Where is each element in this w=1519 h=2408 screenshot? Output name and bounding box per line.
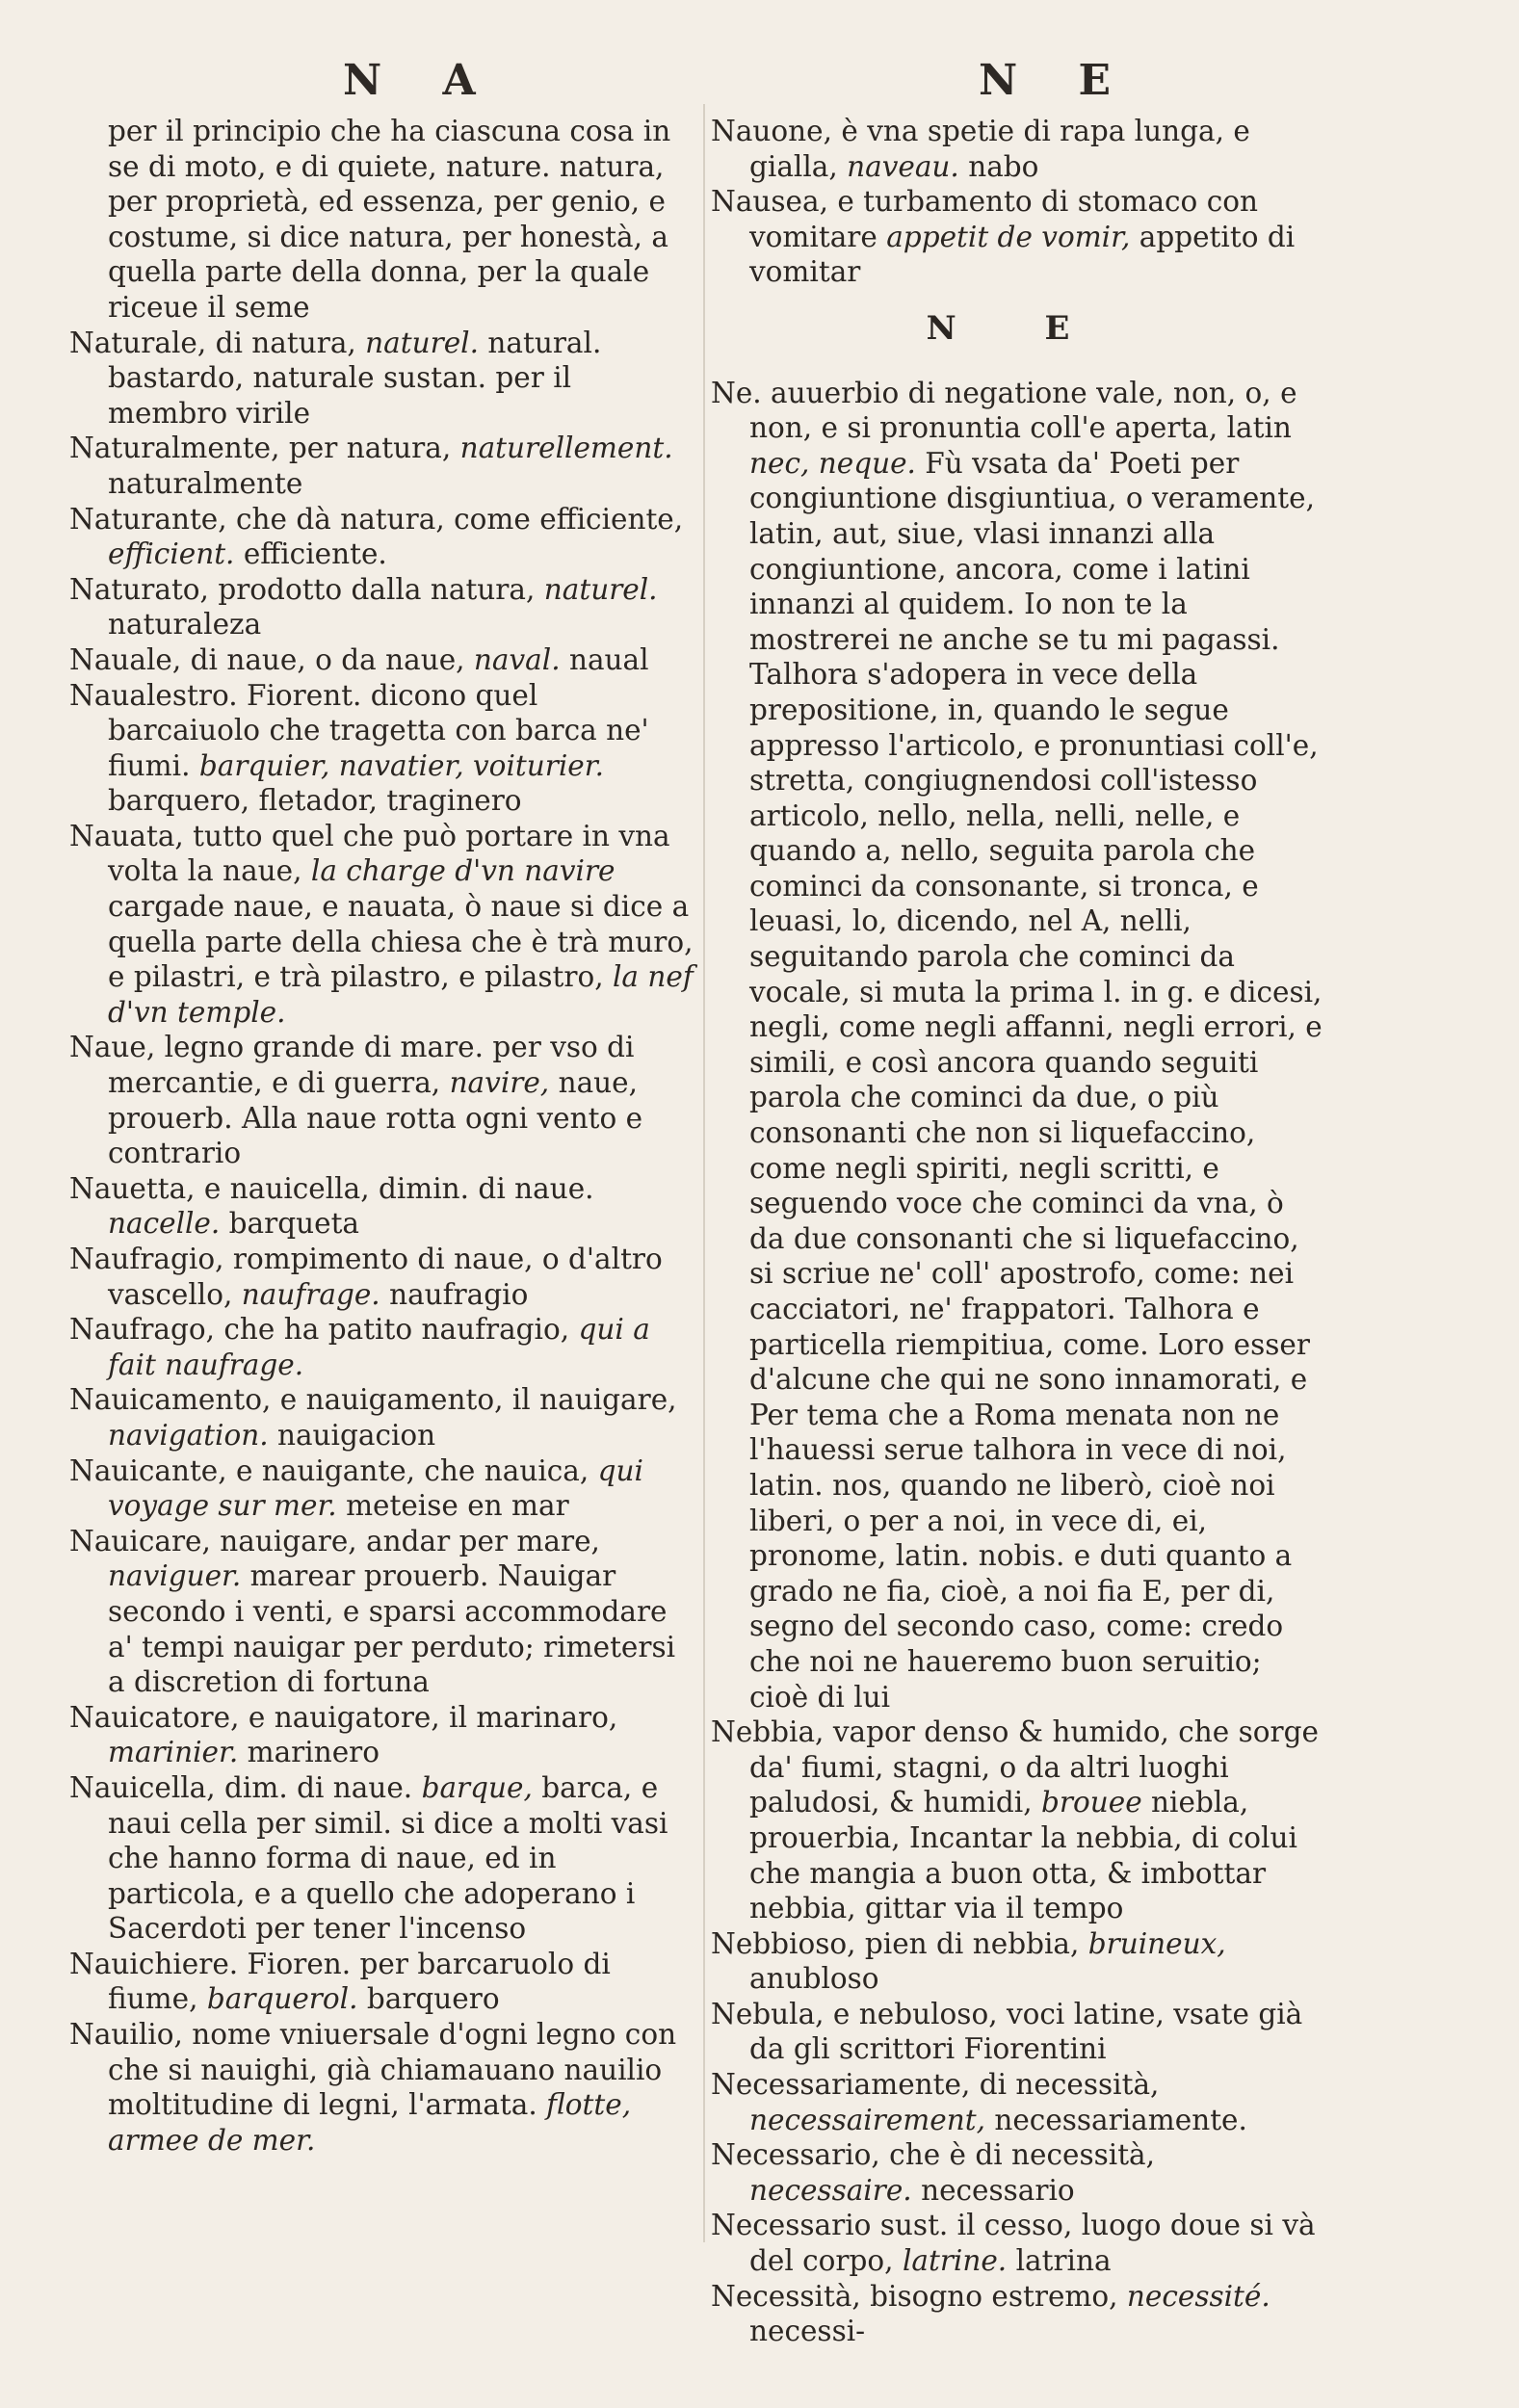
entry-rest: barqueta — [220, 1207, 360, 1241]
dictionary-entry — [69, 572, 697, 642]
french-equivalent: necessité. — [1126, 2279, 1270, 2313]
entry-rest: naturaleza — [108, 608, 262, 641]
right-column-entries — [711, 376, 1323, 2349]
dictionary-entry — [69, 1382, 697, 1453]
entry-text: Nauicatore, e nauigatore, il marinaro, — [69, 1700, 618, 1734]
entry-text: Ne. auuerbio di negatione vale, non, o, e non, e si pronuntia coll'e aperta, latin — [711, 376, 1297, 445]
entry-text: Naue, legno grande di mare. per vso di mercantie, e di guerra, — [69, 1031, 635, 1100]
entry-text: Naturante, che dà natura, come efficiente, — [69, 502, 684, 536]
entry-rest: naufragio — [380, 1277, 529, 1311]
french-equivalent: naturel. — [365, 326, 479, 359]
entry-text: Naturalmente, per natura, — [69, 432, 460, 465]
dictionary-entry — [69, 1030, 697, 1170]
right-column — [711, 114, 1323, 2349]
entry-rest: natural. bastardo, naturale sustan. per il membro virile — [108, 326, 602, 430]
french-equivalent: necessairement, — [749, 2103, 985, 2136]
left-column — [69, 114, 697, 2158]
column-divider — [703, 104, 705, 2242]
entry-rest: nabo — [958, 149, 1039, 183]
entry-rest: Fù vsata da' Poeti per congiuntione disgiuntiua, o veramente, latin, aut, siue, vlasi innanzi alla congiuntione, ancora, come i latini innanzi al quidem. Io non te la mostrerei ne anche se tu mi pagassi. Talhora s'adopera in vece della prepositione, in, quando le segue appresso l'articolo, e pronuntiasi coll'e, stretta, congiugnendosi coll'istesso articolo, nello, nella, nelli, nelle, e quando a, nello, seguita parola che cominci da consonante, si tronca, e leuasi, lo, dicendo, nel A, nelli, seguitando parola che cominci da vocale, si muta la prima l. in g. e dicesi, negli, come negli affanni, negli errori, e simili, e così ancora quando seguiti parola che cominci da due, o più consonanti che non si liquefaccino, come negli spiriti, negli scritti, e seguendo voce che cominci da vna, ò da due consonanti che si liquefaccino, si scriue ne' coll' apostrofo, come: nei cacciatori, ne' frappatori. Talhora e particella riempitiua, come. Loro esser d'alcune che qui ne sono innamorati, e Per tema che a Roma menata non ne l'hauessi serue talhora in vece di noi, latin. nos, quando ne liberò, cioè noi liberi, o per a noi, in vece di, ei, pronome, latin. nobis. e duti quanto a grado ne fia, cioè, a noi fia E, per di, segno del secondo caso, come: credo che noi ne haueremo buon seruitio; cioè di lui — [749, 446, 1323, 1714]
dictionary-entry — [69, 114, 697, 326]
entry-rest: niebla, prouerbia, Incantar la nebbia, di colui che mangia a buon otta, & imbottar nebbia, gittar via il tempo — [749, 1786, 1297, 1925]
dictionary-entry — [69, 1947, 697, 2017]
dictionary-entry — [69, 326, 697, 432]
entry-text: Nauicare, nauigare, andar per mare, — [69, 1524, 600, 1557]
dictionary-entry — [69, 431, 697, 501]
entry-rest: appetito di vomitar — [749, 220, 1296, 289]
entry-text: Naufragio, rompimento di naue, o d'altro vascello, — [69, 1243, 663, 1311]
entry-text: Nauetta, e nauicella, dimin. di naue. — [69, 1171, 594, 1205]
french-equivalent: naveau. — [847, 149, 959, 183]
right-column-top-entries — [711, 114, 1323, 290]
entry-text: Nauichiere. Fioren. per barcaruolo di fiume, — [69, 1947, 611, 2016]
entry-text: Naualestro. Fiorent. dicono quel barcaiuolo che tragetta con barca ne' fiumi. — [69, 678, 649, 782]
french-equivalent: bruineux, — [1087, 1926, 1226, 1960]
entry-text: Nebula, e nebuloso, voci latine, vsate già da gli scrittori Fiorentini — [711, 1997, 1303, 2066]
french-equivalent: necessaire. — [749, 2173, 912, 2207]
dictionary-entry — [711, 2208, 1323, 2278]
dictionary-entry — [711, 2137, 1323, 2208]
right-running-header: N E — [979, 56, 1135, 105]
dictionary-entry — [69, 1524, 697, 1700]
entry-rest: marear prouerb. Nauigar secondo i venti, e sparsi accommodare a' tempi nauigar per perduto; rimetersi a discretion di fortuna — [108, 1559, 676, 1699]
entry-text: Nauale, di naue, o da naue, — [69, 642, 474, 676]
dictionary-entry — [711, 1714, 1323, 1926]
entry-rest: barquero, fletador, traginero — [108, 784, 522, 818]
section-heading: N E — [926, 308, 1109, 348]
left-running-header: N A — [343, 56, 499, 105]
french-equivalent: nacelle. — [108, 1207, 221, 1241]
dictionary-entry — [711, 2067, 1323, 2137]
french-equivalent: latrine. — [902, 2244, 1008, 2278]
french-equivalent: navire, — [449, 1066, 550, 1100]
french-equivalent: nature. — [446, 149, 551, 183]
entry-text: Nauicante, e nauigante, che nauica, — [69, 1453, 598, 1487]
french-equivalent: brouee — [1041, 1786, 1142, 1819]
french-equivalent: qui a fait naufrage. — [108, 1313, 650, 1381]
entry-text: Nauone, è vna spetie di rapa lunga, e gialla, — [711, 115, 1250, 183]
entry-text: Necessità, bisogno estremo, — [711, 2279, 1127, 2313]
entry-text: Nauicamento, e nauigamento, il nauigare, — [69, 1383, 677, 1417]
entry-rest: necessario — [911, 2173, 1075, 2207]
dictionary-entry — [69, 1453, 697, 1524]
entry-rest: anubloso — [749, 1962, 879, 1996]
french-equivalent: navigation. — [108, 1418, 269, 1452]
entry-rest: meteise en mar — [336, 1489, 569, 1523]
entry-text: per il principio che ha ciascuna cosa in se di moto, e di quiete, — [108, 115, 671, 183]
french-equivalent: naturel. — [543, 572, 658, 606]
dictionary-entry — [69, 1770, 697, 1947]
entry-text: Nauilio, nome vniuersale d'ogni legno con che si nauighi, già chiamauano nauilio moltitudine di legni, l'armata. — [69, 2018, 677, 2122]
entry-rest: nauigacion — [268, 1418, 436, 1452]
entry-text: Naufrago, che ha patito naufragio, — [69, 1313, 579, 1347]
entry-rest: necessariamente. — [984, 2103, 1247, 2136]
french-equivalent: nec, neque. — [749, 446, 916, 480]
entry-rest: barca, e naui cella per simil. si dice a molti vasi che hanno forma di naue, ed in particola, e a quello che adoperano i Sacerdoti per tener l'incenso — [108, 1770, 668, 1946]
entry-text: Nebbia, vapor denso & humido, che sorge da' fiumi, stagni, o da altri luoghi paludosi, & humidi, — [711, 1715, 1319, 1819]
dictionary-entry — [69, 1171, 697, 1242]
french-equivalent: qui voyage sur mer. — [108, 1453, 643, 1523]
french-equivalent: appetit de vomir, — [886, 220, 1131, 253]
french-equivalent: efficient. — [108, 537, 235, 571]
dictionary-entry — [711, 114, 1323, 184]
entry-text: Nebbioso, pien di nebbia, — [711, 1926, 1088, 1960]
french-equivalent: barquier, navatier, voiturier. — [198, 748, 604, 782]
french-equivalent: naval. — [473, 642, 561, 676]
dictionary-entry — [711, 1997, 1323, 2067]
entry-rest: natura, per proprietà, ed essenza, per genio, e costume, si dice natura, per honestà, a quella parte della donna, per la quale riceue il seme — [108, 149, 668, 324]
entry-rest: cargade naue, e nauata, ò naue si dice a quella parte della chiesa che è trà muro, e pilastri, e trà pilastro, e pilastro, — [108, 890, 694, 994]
entry-rest: latrina — [1007, 2244, 1112, 2278]
dictionary-entry — [69, 1312, 697, 1382]
entry-rest: necessi- — [749, 2315, 866, 2348]
entry-text: Necessariamente, di necessità, — [711, 2068, 1160, 2102]
dictionary-entry — [69, 819, 697, 1031]
french-equivalent: la nef d'vn temple. — [108, 960, 694, 1029]
french-equivalent: la charge d'vn navire — [310, 854, 615, 888]
entry-text: Nauicella, dim. di naue. — [69, 1770, 422, 1804]
entry-rest: marinero — [238, 1736, 380, 1769]
dictionary-entry — [711, 1926, 1323, 1997]
french-equivalent: naufrage. — [241, 1277, 380, 1311]
dictionary-entry — [69, 1242, 697, 1312]
entry-rest: efficiente. — [234, 537, 387, 571]
entry-text: Nausea, e turbamento di stomaco con vomitare — [711, 185, 1258, 253]
dictionary-entry — [69, 1700, 697, 1770]
french-equivalent: naviguer. — [108, 1559, 242, 1593]
entry-rest: naue, prouerb. Alla naue rotta ogni vento e contrario — [108, 1066, 643, 1170]
french-equivalent: barque, — [421, 1770, 533, 1804]
french-equivalent: barquerol. — [206, 1982, 358, 2016]
entry-rest: barquero — [357, 1982, 500, 2016]
entry-text: Necessario, che è di necessità, — [711, 2138, 1156, 2172]
french-equivalent: marinier. — [108, 1736, 239, 1769]
dictionary-entry — [69, 642, 697, 678]
entry-rest: naual — [560, 642, 649, 676]
entry-text: Naturato, prodotto dalla natura, — [69, 572, 544, 606]
dictionary-entry — [711, 184, 1323, 290]
entry-text: Nauata, tutto quel che può portare in vna volta la naue, — [69, 819, 670, 888]
french-equivalent: naturellement. — [459, 432, 673, 465]
entry-text: Naturale, di natura, — [69, 326, 366, 359]
dictionary-entry — [69, 2017, 697, 2158]
dictionary-entry — [711, 2279, 1323, 2349]
dictionary-entry — [69, 502, 697, 572]
dictionary-entry — [711, 376, 1323, 1715]
french-equivalent: flotte, armee de mer. — [108, 2088, 632, 2157]
dictionary-entry — [69, 678, 697, 819]
entry-rest: naturalmente — [108, 466, 303, 500]
entry-text: Necessario sust. il cesso, luogo doue si và del corpo, — [711, 2209, 1316, 2278]
